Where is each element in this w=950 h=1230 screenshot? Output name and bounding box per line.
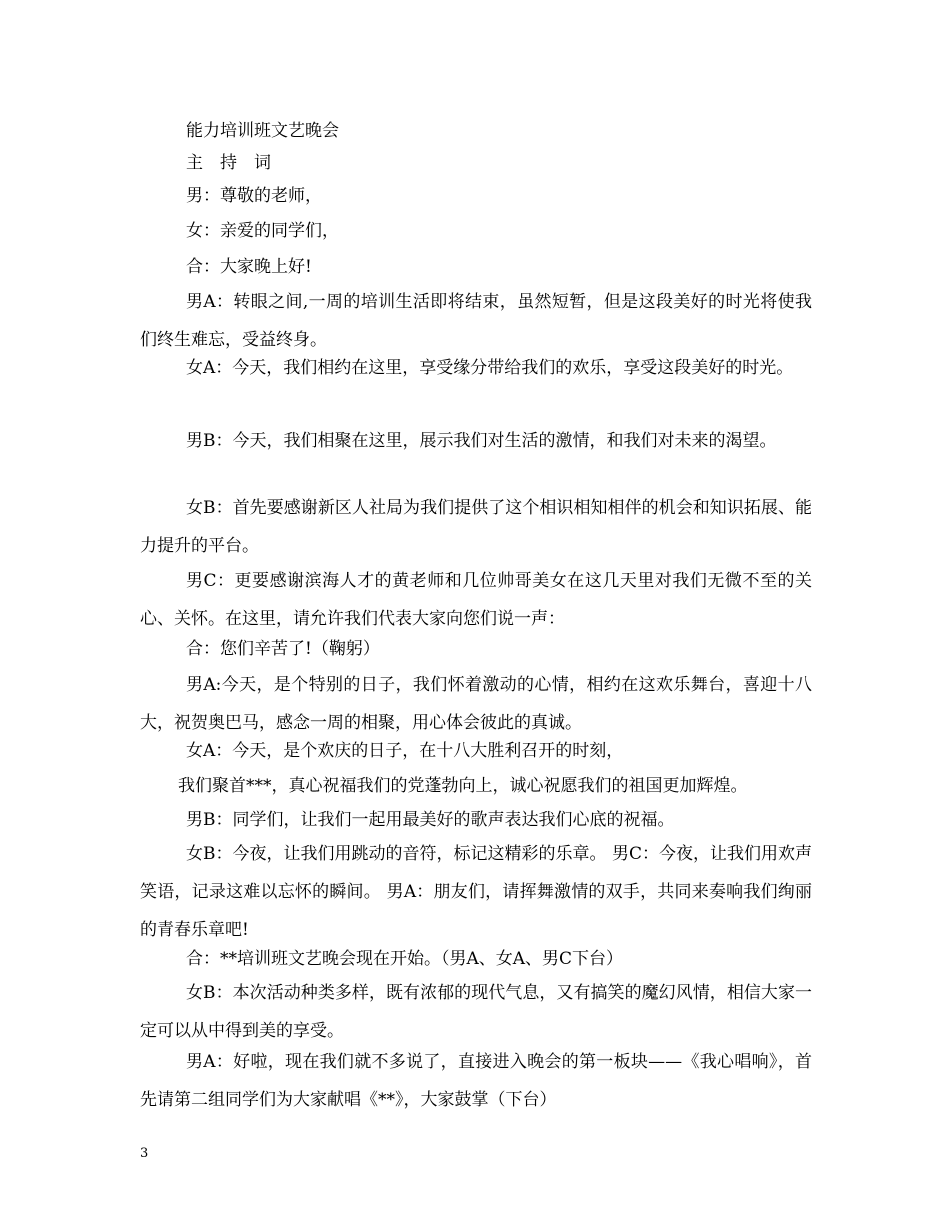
paragraph: 合：**培训班文艺晚会现在开始。（男A、女A、男C下台）	[186, 949, 624, 969]
paragraph: 男A:今天，是个特别的日子，我们怀着激动的心情，相约在这欢乐舞台，喜迎十八大，祝贺奥巴马，感念一周的相聚，用心体会彼此的真诚。	[140, 675, 812, 733]
paragraph: 男C：更要感谢滨海人才的黄老师和几位帅哥美女在这几天里对我们无微不至的关心、关怀。在这里，请允许我们代表大家向您们说一声：	[140, 571, 812, 629]
paragraph: 我们聚首***，真心祝福我们的党蓬勃向上，诚心祝愿我们的祖国更加辉煌。	[178, 776, 748, 796]
document-subtitle: 主 持 词	[186, 153, 271, 173]
paragraph: 男B：今天，我们相聚在这里，展示我们对生活的激情，和我们对未来的渴望。	[186, 431, 777, 451]
paragraph: 男：尊敬的老师，	[186, 186, 322, 206]
paragraph: 女B：今夜，让我们用跳动的音符，标记这精彩的乐章。 男C：今夜，让我们用欢声笑语，记录这难以忘怀的瞬间。 男A：朋友们，请挥舞激情的双手，共同来奏响我们绚丽的青春乐章吧!	[140, 844, 812, 940]
paragraph: 女A：今天，我们相约在这里，享受缘分带给我们的欢乐，享受这段美好的时光。	[186, 358, 794, 378]
paragraph: 合：大家晚上好!	[186, 257, 312, 277]
page-number: 3	[140, 1146, 149, 1161]
paragraph: 男A：好啦，现在我们就不多说了，直接进入晚会的第一板块——《我心唱响》，首先请第二组同学们为大家献唱《**》，大家鼓掌（下台）	[140, 1052, 812, 1110]
paragraph: 男A：转眼之间,一周的培训生活即将结束，虽然短暂，但是这段美好的时光将使我们终生难忘，受益终身。	[140, 292, 812, 350]
paragraph: 合：您们辛苦了!（鞠躬）	[186, 639, 380, 659]
paragraph: 女：亲爱的同学们，	[186, 221, 339, 241]
document-title: 能力培训班文艺晚会	[186, 121, 339, 141]
paragraph: 女A：今天，是个欢庆的日子，在十八大胜利召开的时刻，	[186, 741, 624, 761]
paragraph: 女B：首先要感谢新区人社局为我们提供了这个相识相知相伴的机会和知识拓展、能力提升的平台。	[140, 498, 812, 556]
paragraph: 男B：同学们，让我们一起用最美好的歌声表达我们心底的祝福。	[186, 810, 675, 830]
paragraph: 女B：本次活动种类多样，既有浓郁的现代气息，又有搞笑的魔幻风情，相信大家一定可以从中得到美的享受。	[140, 983, 812, 1041]
